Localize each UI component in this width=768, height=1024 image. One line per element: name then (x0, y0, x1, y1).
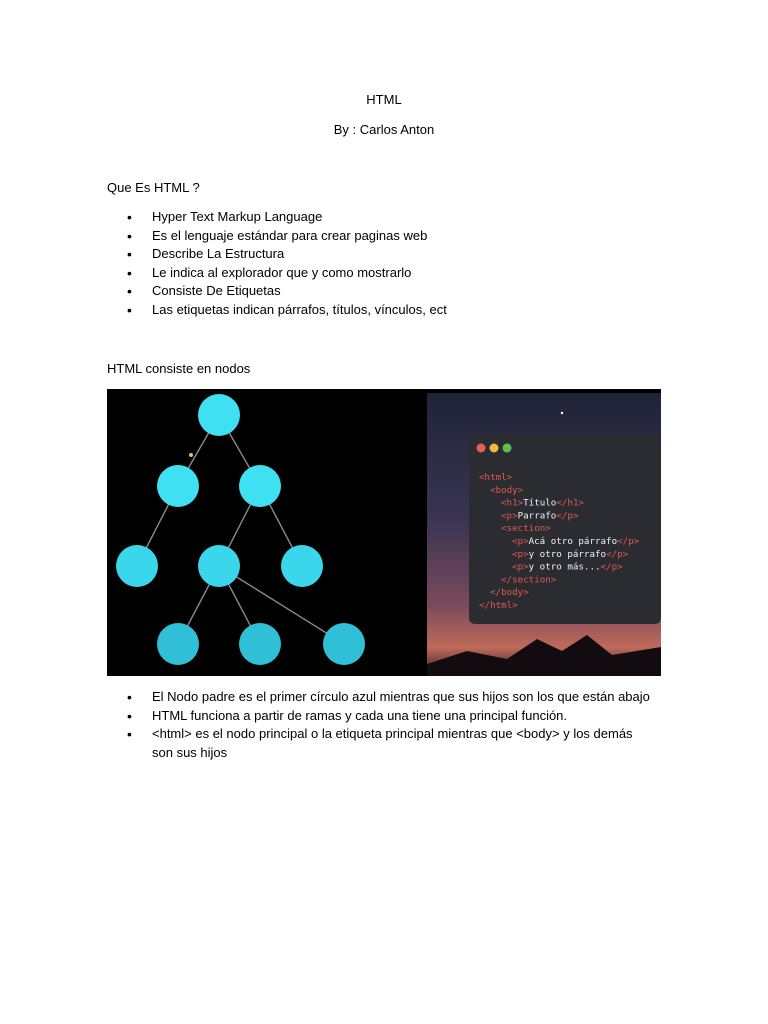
tree-node (281, 545, 323, 587)
list-item: • Consiste De Etiquetas (107, 282, 657, 301)
code-line: <p>y otro párrafo</p> (512, 548, 629, 560)
tree-node (239, 465, 281, 507)
section-heading-nodes: HTML consiste en nodos (107, 361, 251, 376)
list-item: • Hyper Text Markup Language (107, 208, 657, 227)
window-minimize-dot-icon (490, 444, 499, 453)
list-item: • Las etiquetas indican párrafos, títulos, vínculos, ect (107, 301, 657, 320)
list-item: • Es el lenguaje estándar para crear paginas web (107, 227, 657, 246)
code-line: </html> (479, 600, 518, 611)
star-icon (561, 412, 563, 414)
list-item: • Describe La Estructura (107, 245, 657, 264)
document-author: By : Carlos Anton (333, 122, 435, 137)
code-line: </body> (490, 587, 529, 599)
tree-node (157, 465, 199, 507)
list-item: • El Nodo padre es el primer círculo azul mientras que sus hijos son los que están abajo (107, 688, 657, 707)
list-item: • HTML funciona a partir de ramas y cada una tiene una principal función. (107, 707, 657, 726)
cursor-sparkle-icon (189, 453, 193, 457)
bullet-list-node-explanation (107, 688, 657, 762)
section-heading-what-is-html: Que Es HTML ? (107, 180, 200, 195)
tree-node (239, 623, 281, 665)
window-maximize-dot-icon (503, 444, 512, 453)
tree-node-root (198, 394, 240, 436)
code-line: <p>Acá otro párrafo</p> (512, 536, 640, 547)
bullet-list-html-definition (107, 208, 657, 320)
tree-node (323, 623, 365, 665)
code-line: <html> (479, 472, 513, 483)
code-line: <section> (501, 523, 551, 535)
node-tree-figure (107, 389, 661, 676)
tree-node (116, 545, 158, 587)
list-item: • <html> es el nodo principal o la etiqueta principal mientras que <body> y los demás son sus hijos (107, 725, 657, 762)
tree-node (198, 545, 240, 587)
window-close-dot-icon (477, 444, 486, 453)
code-line: <p>Parrafo</p> (501, 510, 579, 522)
tree-node (157, 623, 199, 665)
document-title: HTML (366, 92, 402, 107)
code-line: </section> (501, 574, 557, 586)
code-line: <body> (490, 484, 524, 496)
code-line: <h1>Título</h1> (501, 497, 585, 509)
code-line: <p>y otro más...</p> (512, 561, 623, 573)
list-item: • Le indica al explorador que y como mostrarlo (107, 264, 657, 283)
